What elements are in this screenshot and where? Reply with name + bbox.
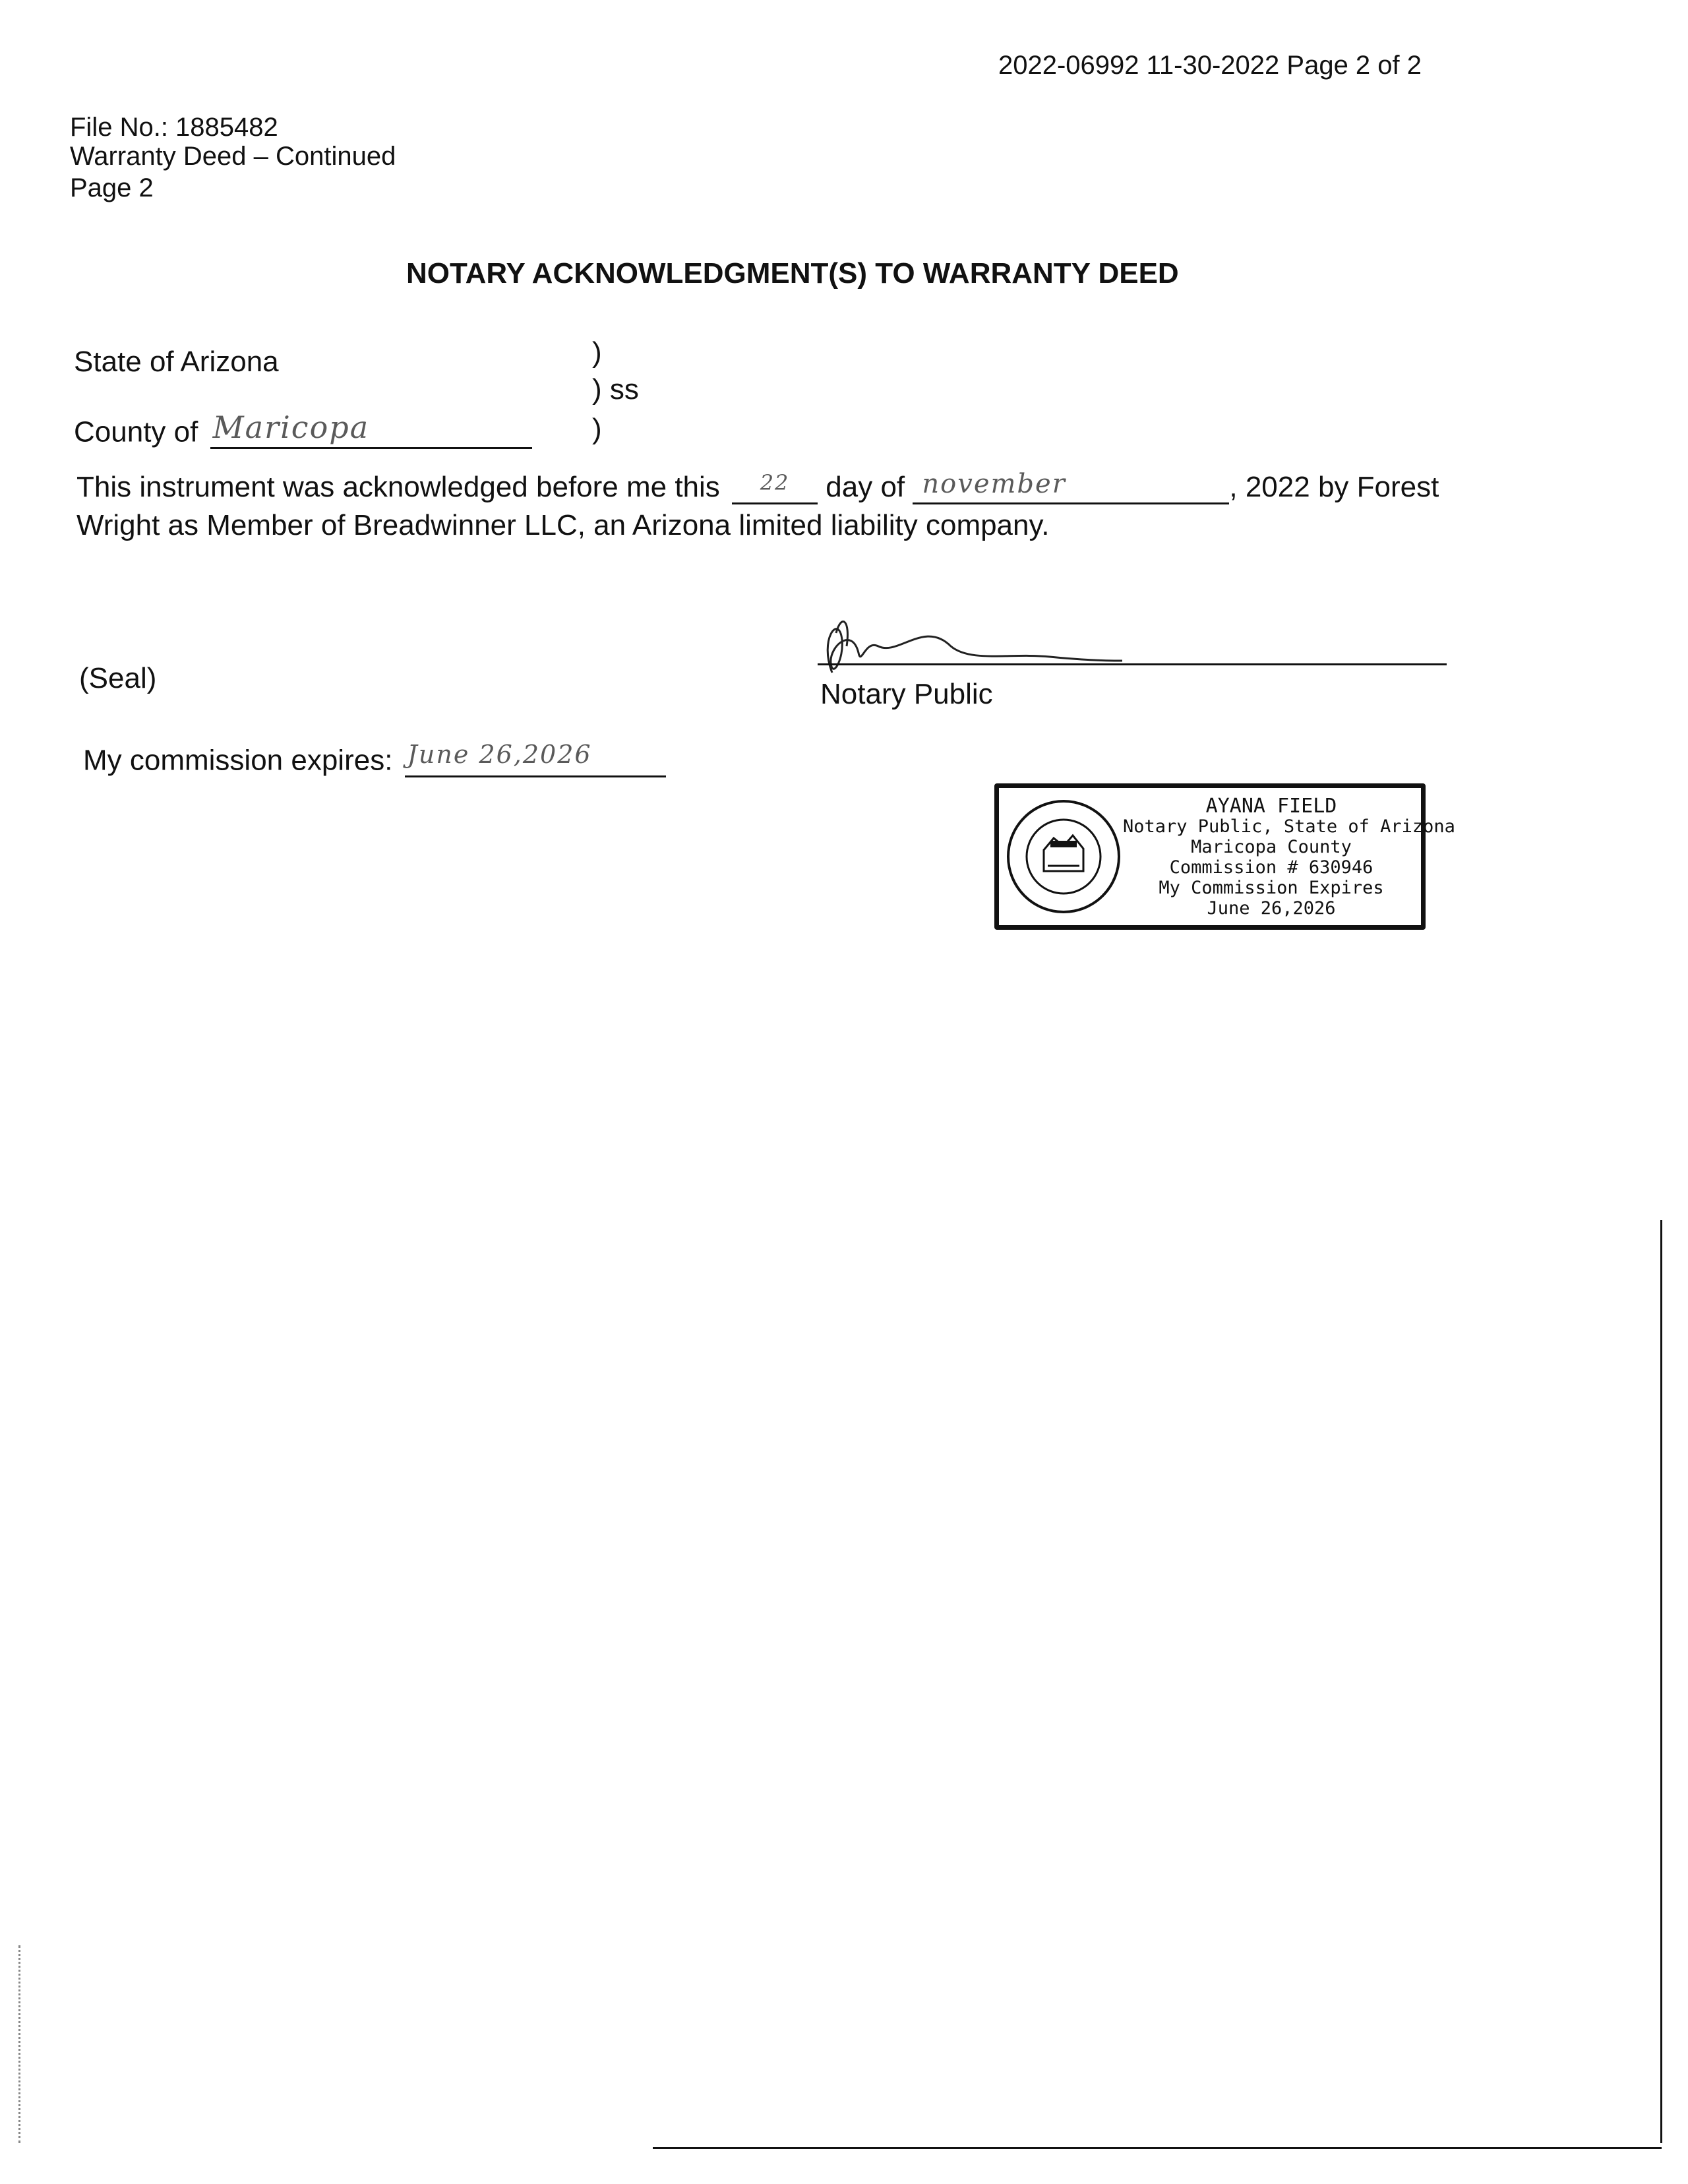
stamp-title: Notary Public, State of Arizona: [1123, 816, 1455, 837]
stamp-commission-number: Commission # 630946: [1169, 857, 1373, 878]
recording-reference: 2022-06992 11-30-2022 Page 2 of 2: [998, 51, 1422, 80]
county-line: [74, 410, 532, 449]
county-field: [210, 410, 532, 449]
stamp-expires-date: June 26,2026: [1207, 898, 1336, 919]
ack-text-part3: , 2022 by Forest: [1229, 471, 1439, 503]
file-number: File No.: 1885482: [70, 113, 278, 142]
commission-handwritten: June 26,2026: [407, 740, 592, 769]
ack-text-part1: This instrument was acknowledged before me this: [76, 471, 720, 503]
bottom-line: [653, 2147, 1662, 2149]
stamp-text-block: [1123, 795, 1455, 919]
month-handwritten: november: [922, 468, 1066, 499]
day-handwritten: 22: [760, 470, 790, 495]
right-edge-line: [1660, 1220, 1662, 2143]
venue-paren-bottom: ): [592, 413, 602, 445]
scan-edge-marks: [18, 1945, 20, 2143]
county-handwritten: Maricopa: [212, 410, 370, 445]
acknowledgment-line-1: [76, 468, 1439, 504]
stamp-expires-label: My Commission Expires: [1159, 878, 1384, 898]
state-label: State of Arizona: [74, 346, 279, 378]
stamp-notary-name: AYANA FIELD: [1205, 795, 1337, 818]
document-title: NOTARY ACKNOWLEDGMENT(S) TO WARRANTY DEED: [406, 257, 1179, 289]
commission-label: My commission expires:: [83, 744, 393, 777]
venue-paren-top: ): [592, 336, 602, 369]
page-label: Page 2: [70, 173, 154, 202]
acknowledgment-line-2: Wright as Member of Breadwinner LLC, an Arizona limited liability company.: [76, 509, 1050, 541]
signature-line: [818, 663, 1447, 665]
month-field: [913, 468, 1229, 504]
venue-ss: ) ss: [592, 373, 639, 406]
commission-line: [83, 740, 666, 777]
document-continued-label: Warranty Deed – Continued: [70, 142, 396, 171]
stamp-county: Maricopa County: [1191, 837, 1352, 857]
ack-text-part2: day of: [826, 471, 905, 503]
notary-public-label: Notary Public: [820, 678, 993, 710]
commission-field: [405, 740, 666, 777]
notary-stamp: [994, 783, 1455, 930]
county-label: County of: [74, 415, 198, 448]
arizona-state-seal-icon: [1004, 797, 1123, 916]
seal-label: (Seal): [79, 662, 157, 694]
day-field: [732, 470, 818, 504]
